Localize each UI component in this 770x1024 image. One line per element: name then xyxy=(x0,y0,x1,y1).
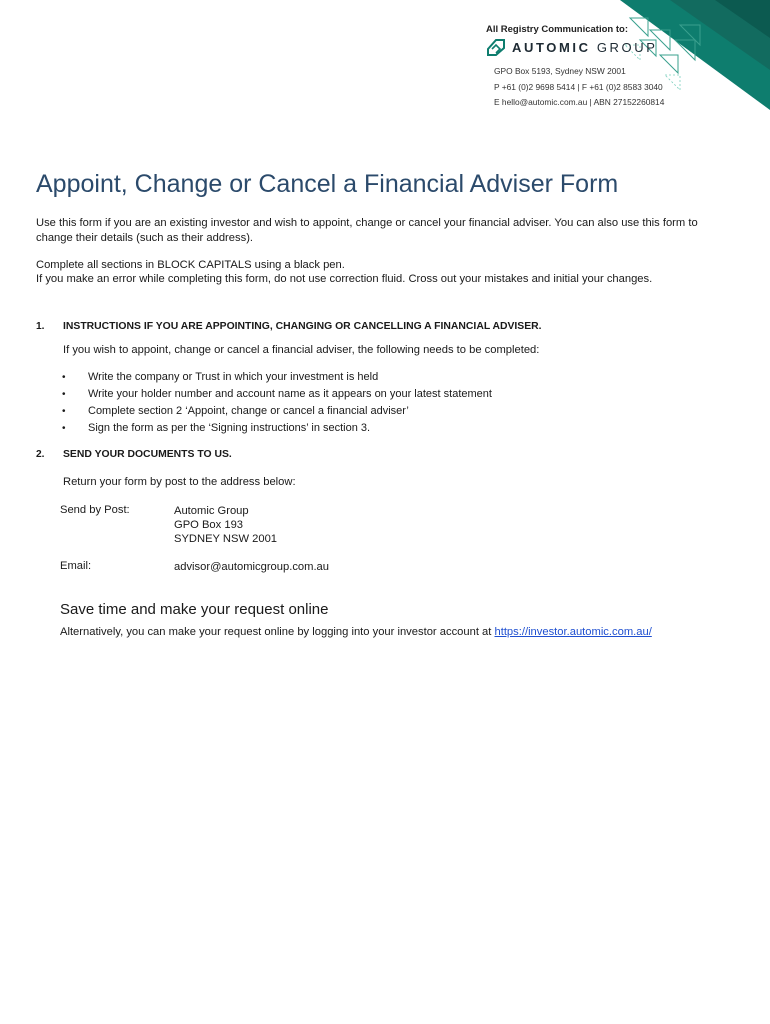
post-label: Send by Post: xyxy=(60,504,130,516)
section-2-lead: Return your form by post to the address below: xyxy=(63,476,296,488)
list-item-text: Complete section 2 ‘Appoint, change or cancel a financial adviser’ xyxy=(88,405,409,417)
section-1-heading: INSTRUCTIONS IF YOU ARE APPOINTING, CHANGING OR CANCELLING A FINANCIAL ADVISER. xyxy=(63,321,542,332)
online-request-heading: Save time and make your request online xyxy=(60,601,329,618)
logo-wordmark xyxy=(512,40,658,55)
logo-wordmark-light: GROUP xyxy=(596,39,658,55)
section-2-number: 2. xyxy=(36,449,45,460)
automic-logo-icon xyxy=(486,37,506,57)
page-title: Appoint, Change or Cancel a Financial Adviser Form xyxy=(36,170,619,198)
list-item-text: Write your holder number and account name as it appears on your latest statement xyxy=(88,388,492,400)
block-capitals-instruction: Complete all sections in BLOCK CAPITALS using a black pen. xyxy=(36,259,345,271)
error-instruction: If you make an error while completing this form, do not use correction fluid. Cross out your mistakes and initial your changes. xyxy=(36,273,653,285)
email-value: advisor@automicgroup.com.au xyxy=(174,561,330,573)
list-item xyxy=(62,420,492,437)
bullet-glyph: • xyxy=(62,406,66,417)
online-request-sentence: Alternatively, you can make your request online by logging into your investor account at xyxy=(60,626,492,638)
section-2-heading: SEND YOUR DOCUMENTS TO US. xyxy=(63,449,232,460)
list-item xyxy=(62,369,492,386)
bullet-glyph: • xyxy=(62,389,66,400)
section-1-number: 1. xyxy=(36,321,45,332)
list-item-text: Sign the form as per the ‘Signing instructions’ in section 3. xyxy=(88,422,371,434)
list-item xyxy=(62,403,492,420)
list-item-text: Write the company or Trust in which your investment is held xyxy=(88,371,379,383)
intro-text: Use this form if you are an existing investor and wish to appoint, change or cancel your financial adviser. You can also use this form to change their details (such as their address). xyxy=(36,217,698,244)
registry-label: All Registry Communication to: xyxy=(486,24,628,35)
registry-address: GPO Box 5193, Sydney NSW 2001 xyxy=(494,66,626,76)
bullet-glyph: • xyxy=(62,372,66,383)
section-1-lead: If you wish to appoint, change or cancel a financial adviser, the following needs to be completed: xyxy=(63,344,540,356)
post-address-line-3: SYDNEY NSW 2001 xyxy=(174,533,278,545)
registry-phone: P +61 (0)2 9698 5414 | F +61 (0)2 8583 3040 xyxy=(494,82,663,92)
email-label: Email: xyxy=(60,560,92,572)
post-address-line-1: Automic Group xyxy=(174,505,249,517)
logo-wordmark-bold: AUTOMIC xyxy=(512,39,591,55)
bullet-glyph: • xyxy=(62,423,66,434)
automic-logo xyxy=(486,37,658,57)
post-address-line-2: GPO Box 193 xyxy=(174,519,244,531)
section-1-bullet-list xyxy=(62,369,492,437)
list-item xyxy=(62,386,492,403)
online-request-text xyxy=(60,626,652,638)
investor-portal-link[interactable]: https://investor.automic.com.au/ xyxy=(494,626,652,638)
registry-email: E hello@automic.com.au | ABN 27152260814 xyxy=(494,97,665,107)
